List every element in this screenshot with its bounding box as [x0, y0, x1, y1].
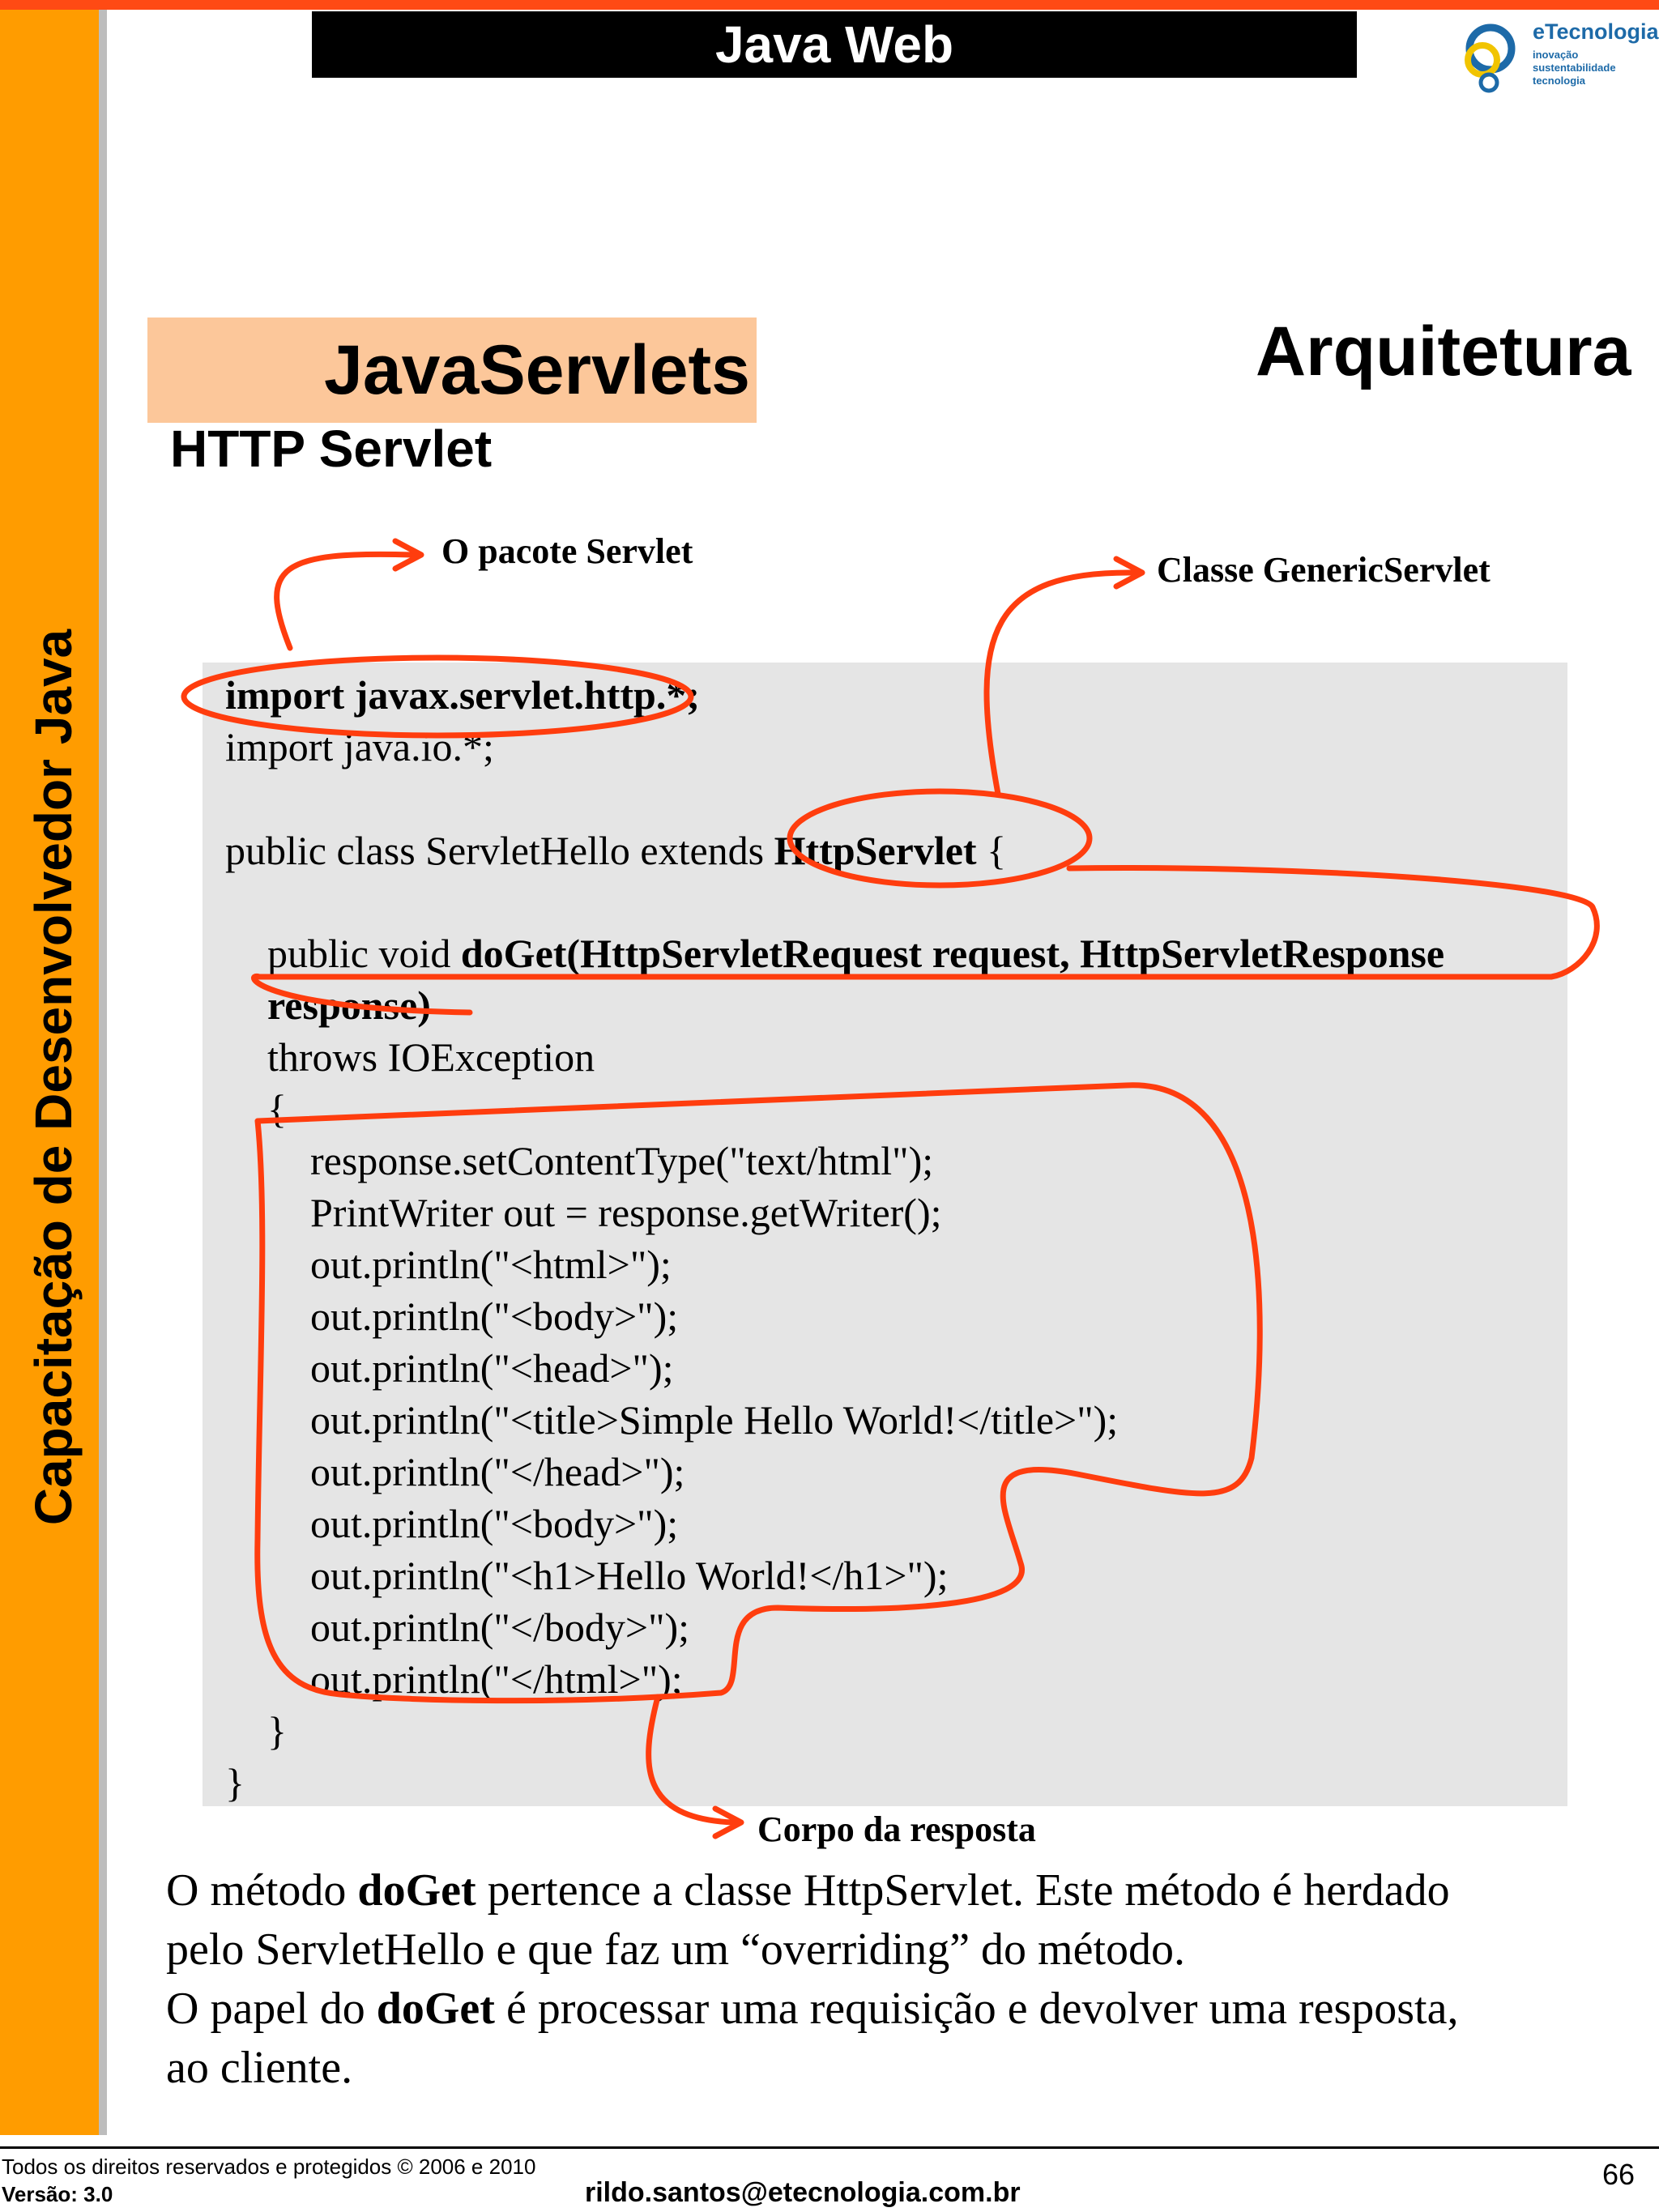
top-accent-bar — [0, 0, 1659, 10]
desc-doget: doGet — [376, 1984, 495, 2034]
page-number: 66 — [1602, 2158, 1636, 2191]
sidebar-title: Capacitação de Desenvolvedor Java — [24, 629, 83, 1526]
arrowhead-body — [715, 1809, 741, 1836]
footer-copyright: Todos os direitos reservados e protegidos © 2006 e 2010 — [2, 2154, 536, 2179]
sidebar-shadow — [99, 10, 107, 2135]
footer-version: Versão: 3.0 — [2, 2182, 113, 2206]
code-line-throws: throws IOException — [267, 1034, 595, 1080]
description-line-3 — [166, 1983, 1458, 2035]
code-line-println-html: out.println("<html>"); — [310, 1242, 672, 1287]
code-line-println-h1: out.println("<h1>Hello World!</h1>"); — [310, 1553, 949, 1598]
arrowhead-package — [395, 541, 421, 569]
description-line-4: ao cliente. — [166, 2043, 353, 2093]
code-brace: { — [976, 828, 1007, 873]
description-line-2: pelo ServletHello e que faz um “overriding” do método. — [166, 1924, 1186, 1975]
code-line-println-head: out.println("<head>"); — [310, 1345, 674, 1391]
desc-text: pertence a classe HttpServlet. Este método é herdado — [476, 1865, 1450, 1916]
code-line-import-io: import java.io.*; — [225, 724, 494, 769]
code-line-response-param: response) — [267, 982, 431, 1028]
code-doget-signature: doGet(HttpServletRequest request, HttpServletResponse — [460, 931, 1445, 976]
desc-text: O método — [166, 1865, 358, 1916]
slide-subheading: HTTP Servlet — [170, 420, 493, 478]
arrow-package — [277, 554, 413, 648]
code-httpservlet: HttpServlet — [774, 828, 977, 873]
desc-text: é processar uma requisição e devolver uma resposta, — [494, 1984, 1459, 2034]
note-corpo-resposta: Corpo da resposta — [757, 1809, 1036, 1849]
section-title: Arquitetura — [1256, 313, 1631, 390]
logo-tagline-3: tecnologia — [1533, 75, 1586, 87]
footer-divider — [0, 2146, 1659, 2149]
header-title: Java Web — [312, 11, 1357, 78]
code-line-import-servlet: import javax.servlet.http.*; — [225, 672, 700, 718]
note-generic-servlet: Classe GenericServlet — [1157, 550, 1491, 590]
logo-tagline-2: sustentabilidade — [1533, 62, 1616, 74]
code-line-println-body-close: out.println("</body>"); — [310, 1605, 690, 1650]
code-line-println-body: out.println("<body>"); — [310, 1294, 679, 1339]
code-line-content-type: response.setContentType("text/html"); — [310, 1138, 934, 1183]
logo-tagline-1: inovação — [1533, 49, 1579, 61]
code-line-open-brace: { — [267, 1086, 287, 1132]
code-class-text: public class ServletHello extends — [225, 828, 774, 873]
desc-text: O papel do — [166, 1984, 377, 2034]
code-line-doget — [267, 930, 1444, 977]
code-line-printwriter: PrintWriter out = response.getWriter(); — [310, 1190, 942, 1235]
description-line-1 — [166, 1865, 1450, 1916]
code-line-close-method: } — [267, 1708, 287, 1754]
arrowhead-generic — [1116, 559, 1142, 586]
footer-email: rildo.santos@etecnologia.com.br — [585, 2177, 1021, 2208]
code-line-println-head-close: out.println("</head>"); — [310, 1449, 685, 1494]
logo-name: eTecnologia — [1533, 19, 1659, 44]
slide-heading: JavaServlets — [324, 331, 750, 409]
note-pacote-servlet: O pacote Servlet — [441, 531, 693, 571]
code-line-println-title: out.println("<title>Simple Hello World!</title>"); — [310, 1397, 1119, 1443]
code-doget-prefix: public void — [267, 931, 461, 976]
desc-doget: doGet — [357, 1865, 476, 1916]
code-line-class-declaration — [225, 827, 1006, 874]
code-line-println-body-2: out.println("<body>"); — [310, 1501, 679, 1546]
code-line-close-class: } — [225, 1760, 245, 1805]
code-line-println-html-close: out.println("</html>"); — [310, 1656, 683, 1702]
